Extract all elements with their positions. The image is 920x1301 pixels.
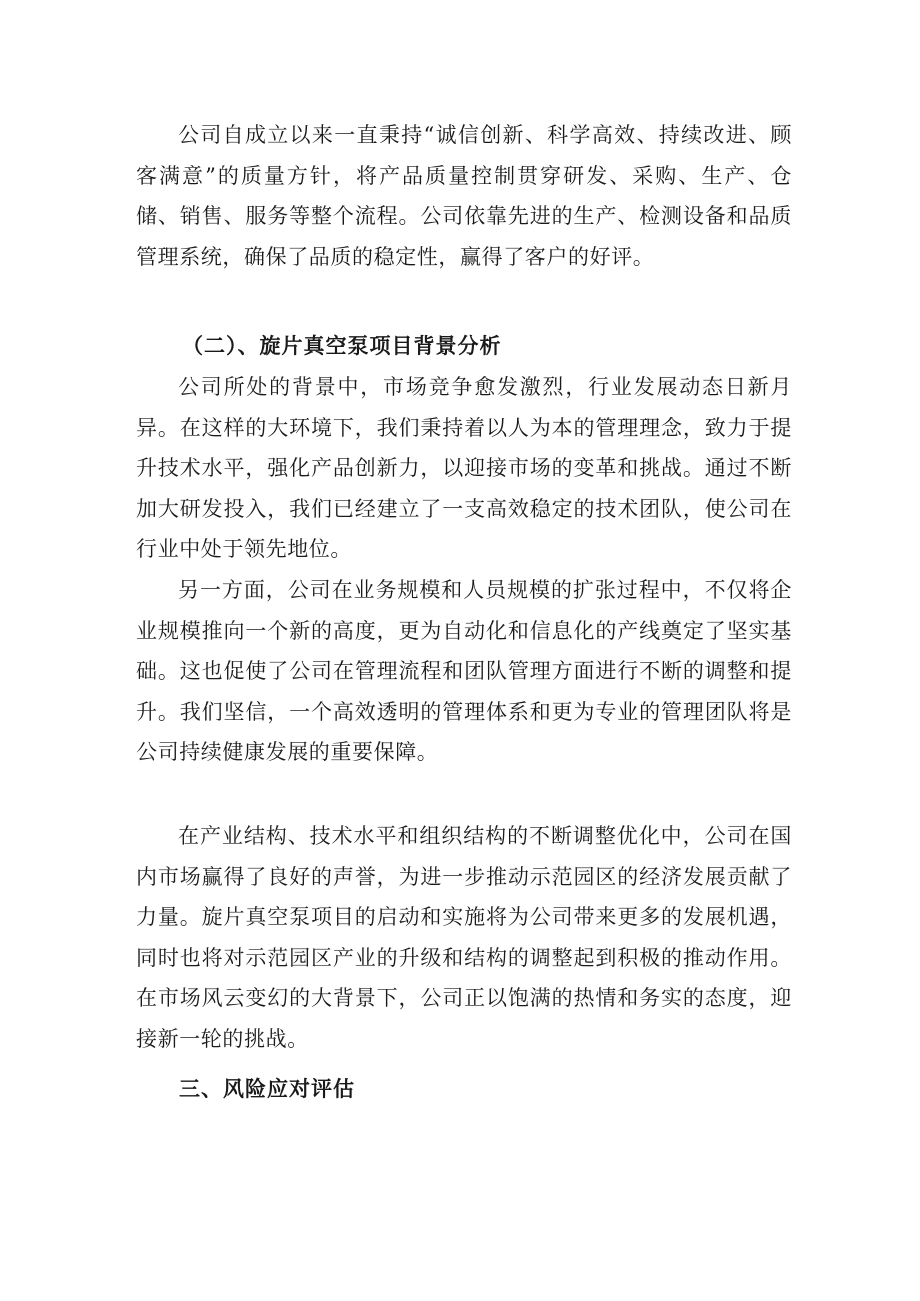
paragraph-quality-policy: 公司自成立以来一直秉持“诚信创新、科学高效、持续改进、顾客满意”的质量方针，将产品质量控制贯穿研发、采购、生产、仓储、销售、服务等整个流程。公司依靠先进的生产、检测设备和品质管理系统，确保了品质的稳定性，赢得了客户的好评。 (136, 123, 792, 269)
section-heading-background: （二）、旋片真空泵项目背景分析 (182, 334, 502, 358)
paragraph-business-expansion: 另一方面，公司在业务规模和人员规模的扩张过程中，不仅将企业规模推向一个新的高度，更为自动化和信息化的产线奠定了坚实基础。这也促使了公司在管理流程和团队管理方面进行不断的调整和提升。我们坚信，一个高效透明的管理体系和更为专业的管理团队将是公司持续健康发展的重要保障。 (136, 578, 792, 764)
paragraph-industry-structure: 在产业结构、技术水平和组织结构的不断调整优化中，公司在国内市场赢得了良好的声誉，为进一步推动示范园区的经济发展贡献了力量。旋片真空泵项目的启动和实施将为公司带来更多的发展机遇，同时也将对示范园区产业的升级和结构的调整起到积极的推动作用。在市场风云变幻的大背景下，公司正以饱满的热情和务实的态度，迎接新一轮的挑战。 (136, 824, 792, 1051)
section-heading-risk: 三、风险应对评估 (179, 1077, 355, 1101)
paragraph-market-background: 公司所处的背景中，市场竞争愈发激烈，行业发展动态日新月异。在这样的大环境下，我们秉持着以人为本的管理理念，致力于提升技术水平，强化产品创新力，以迎接市场的变革和挑战。通过不断加大研发投入，我们已经建立了一支高效稳定的技术团队，使公司在行业中处于领先地位。 (136, 375, 792, 561)
